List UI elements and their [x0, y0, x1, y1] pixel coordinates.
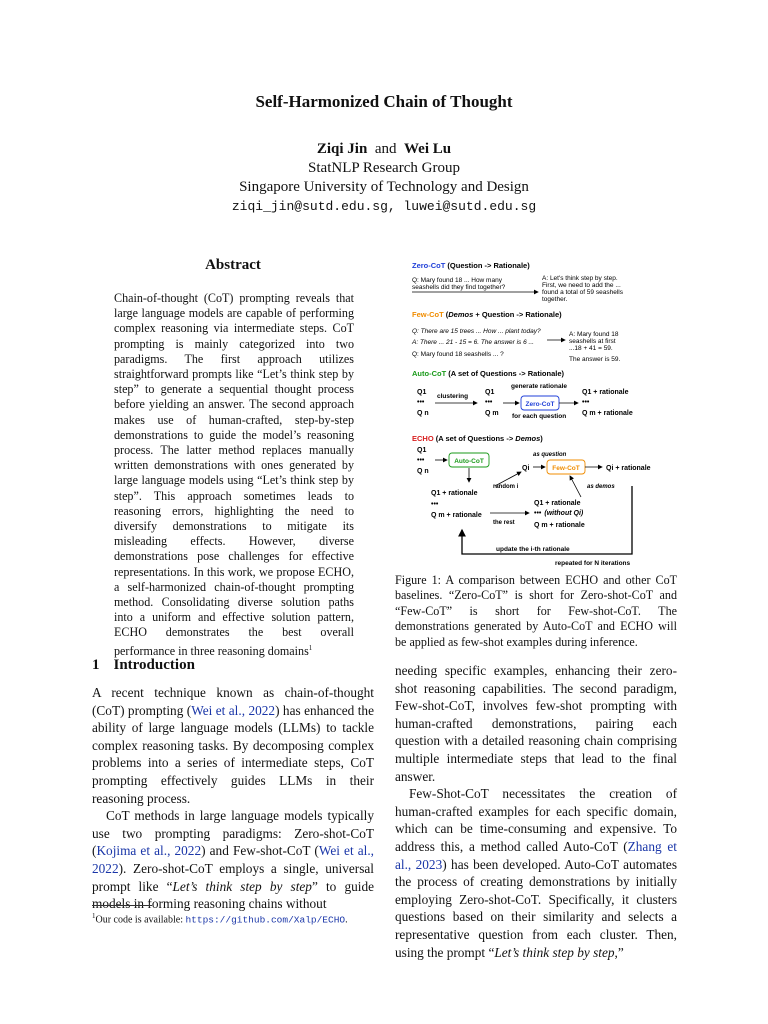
auto-qn: Q n	[417, 410, 429, 417]
footnote-mark: 1	[92, 912, 96, 920]
few-demo-question: Q: There are 15 trees ... How ... plant today?	[412, 328, 541, 335]
author-1: Ziqi Jin	[316, 141, 368, 157]
author-emails: ziqi_jin@sutd.edu.sg, luwei@sutd.edu.sg	[231, 199, 537, 214]
intro-right-column	[395, 662, 677, 961]
auto-dots-rationale: •••	[582, 399, 590, 406]
citation-link[interactable]: Wei et al., 2022	[191, 702, 276, 718]
affiliation-2: Singapore University of Technology and Design	[239, 179, 529, 195]
citation-link[interactable]: Zhang et al., 2023	[395, 838, 677, 872]
auto-q1: Q1	[417, 389, 427, 396]
echo-repeat-label: repeated for N iterations	[555, 560, 631, 567]
intro-paragraph-4: Few-Shot-CoT necessitates the creation of human-crafted examples for each specific domain, which can be time-consuming and expensive. To address this, a method called Auto-CoT (Zhang et al., 2023) has been developed. Auto-CoT automates the process of creating demonstrations by initially employing Zero-shot-CoT. Specifically, it clusters questions based on their similarity and selects a representative question from each cluster. Then, using the prompt “Let’s think step by step,”	[395, 786, 677, 960]
zero-answer-4: together.	[542, 296, 568, 303]
echo-random-label: random i	[493, 484, 519, 490]
section-heading	[92, 657, 209, 674]
footnote-rule	[92, 905, 152, 906]
figure-caption: Figure 1: A comparison between ECHO and other CoT baselines. “Zero-CoT” is short for Zero-shot-CoT and “Few-CoT” is short for Few-shot-CoT. The demonstrations generated by Auto-CoT and ECHO will be applied as few-shot examples during inference.	[395, 573, 677, 649]
auto-cot-header: Auto-CoT (A set of Questions -> Rationale)	[412, 369, 565, 378]
zero-question-1: Q: Mary found 18 ... How many	[412, 277, 502, 284]
few-answer-4: The answer is 59.	[569, 356, 621, 363]
section-number: 1	[92, 657, 100, 673]
echo-update-label: update the i-th rationale	[496, 546, 570, 553]
zero-answer-3: found a total of 59 seashells	[542, 289, 623, 296]
code-url-link[interactable]: https://github.com/Xalp/ECHO	[185, 914, 346, 926]
zero-answer-2: First, we need to add the ...	[542, 282, 621, 289]
echo-q1-rationale-b: Q1 + rationale	[534, 500, 581, 507]
citation-link[interactable]: Kojima et al., 2022	[96, 843, 202, 859]
auto-dots-cluster: •••	[485, 399, 493, 406]
intro-paragraph-3: needing specific examples, enhancing their zero-shot reasoning capabilities. The second paradigm, Few-shot-CoT, involves few-shot prompting with human-crafted demonstrations, pairing each question with a detailed reasoning chain comprising multiple intermediate steps that lead to the final answer.	[395, 663, 677, 784]
echo-q1: Q1	[417, 447, 427, 454]
echo-qn: Q n	[417, 468, 429, 475]
auto-zero-cot-label: Zero-CoT	[525, 401, 555, 408]
intro-paragraph-1: A recent technique known as chain-of-thought (CoT) prompting (Wei et al., 2022) has enhanced the ability of large language models (LLMs) to tackle complex reasoning tasks. By decomposing complex problems into a series of intermediate steps, CoT prompting effectively guides LLMs in their reasoning process.	[92, 685, 374, 806]
echo-loop-arrow	[462, 486, 632, 554]
auto-qm: Q m	[485, 410, 499, 417]
footnote-text: Our code is available:	[95, 914, 186, 926]
echo-qi: Qi	[522, 465, 530, 472]
auto-generate-label: generate rationale	[511, 383, 567, 390]
few-answer-3: ...18 + 41 = 59.	[569, 345, 613, 352]
author-and: and	[374, 141, 397, 157]
echo-dots-rationale: •••	[431, 501, 439, 508]
few-demo-answer: A: There ... 21 - 15 = 6. The answer is 6 ...	[412, 339, 534, 346]
echo-without-qi: ••• (without Qi)	[534, 510, 584, 517]
echo-dots: •••	[417, 457, 425, 464]
abstract-footnote-mark: 1	[308, 643, 313, 652]
echo-demos-arrow	[570, 476, 581, 497]
few-cot-header: Few-CoT (Demos + Question -> Rationale)	[412, 310, 562, 319]
abstract-text: Chain-of-thought (CoT) prompting reveals that large language models are capable of performing complex reasoning via intermediate steps. CoT prompting is mainly categorized into two paradigms. The first approach utilizes straightforward prompts like “Let’s think step by step” to generate a sequential thought process before yielding an answer. The second approach makes use of human-crafted, step-by-step demonstrations to guide the model’s reasoning process. The latter method replaces manually written demonstrations with ones generated by large language models using “Let’s think step by step”. This approach sometimes leads to reasoning errors, highlighting the need to diversify demonstrations to mitigate its misleading effects. However, diverse demonstrations pose challenges for effective representations. In this work, we propose ECHO, a self-harmonized chain-of-thought prompting method. Consolidating diverse solution paths into a uniform and effective solution pattern, ECHO demonstrates the best overall performance in three reasoning domains	[114, 291, 354, 658]
citation-link[interactable]: Wei et al., 2022	[92, 843, 374, 876]
abstract-body	[114, 291, 354, 659]
auto-each-label: for each question	[512, 413, 567, 420]
echo-qm-rationale-b: Q m + rationale	[534, 522, 585, 529]
author-2: Wei Lu	[404, 141, 452, 157]
abstract-heading: Abstract	[205, 257, 261, 273]
author-block	[0, 140, 768, 216]
zero-cot-header: Zero-CoT (Question -> Rationale)	[412, 261, 530, 270]
auto-qm-rationale: Q m + rationale	[582, 410, 633, 417]
zero-answer-1: A: Let's think step by step.	[542, 275, 618, 282]
affiliation-1: StatNLP Research Group	[308, 160, 460, 176]
few-question: Q: Mary found 18 seashells ... ?	[412, 351, 504, 358]
figure-1	[395, 252, 677, 570]
echo-q1-rationale: Q1 + rationale	[431, 490, 478, 497]
auto-clustering-label: clustering	[437, 393, 469, 400]
auto-dots: •••	[417, 399, 425, 406]
section-title: Introduction	[113, 657, 195, 673]
echo-qi-rationale: Qi + rationale	[606, 465, 651, 472]
paper-title: Self-Harmonized Chain of Thought	[255, 92, 513, 111]
few-answer-2: seashells at first	[569, 338, 616, 345]
intro-left-column	[92, 684, 374, 913]
echo-as-question-label: as question	[533, 452, 567, 458]
few-answer-1: A: Mary found 18	[569, 331, 619, 338]
echo-rest-label: the rest	[493, 520, 515, 526]
echo-header: ECHO (A set of Questions -> Demos)	[412, 434, 543, 443]
zero-question-2: seashells did they find together?	[412, 284, 506, 291]
echo-few-cot-label: Few-CoT	[552, 465, 580, 472]
footnote: $^1$Our code is available: https://github.com/Xalp/ECHO.	[92, 912, 348, 926]
figure-diagram	[395, 252, 677, 570]
auto-q1-cluster: Q1	[485, 389, 495, 396]
echo-as-demos-label: as demos	[587, 484, 615, 490]
echo-qm-rationale: Q m + rationale	[431, 512, 482, 519]
intro-paragraph-2: CoT methods in large language models typically use two prompting paradigms: Zero-shot-CoT (Kojima et al., 2022) and Few-shot-CoT (Wei et al., 2022). Zero-shot-CoT employs a single, universal prompt like “Let’s think step by step” to guide models in forming reasoning chains without	[92, 808, 374, 912]
echo-auto-cot-label: Auto-CoT	[454, 458, 484, 465]
auto-q1-rationale: Q1 + rationale	[582, 389, 629, 396]
